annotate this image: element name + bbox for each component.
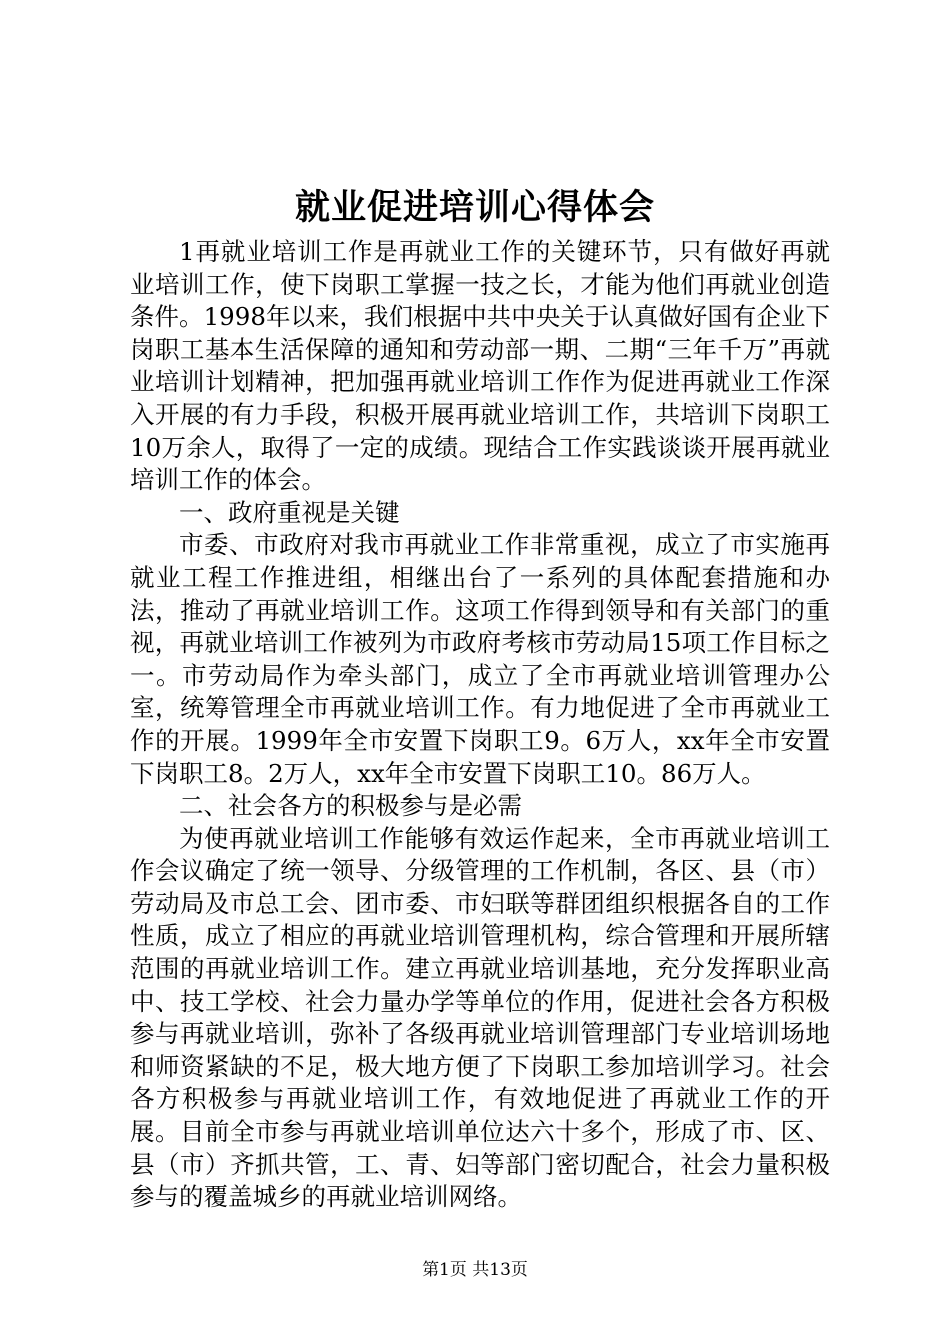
section-heading-2: 二、社会各方的积极参与是必需 [179,791,522,821]
paragraph-intro: 1再就业培训工作是再就业工作的关键环节，只有做好再就业培训工作，使下岗职工掌握一技之长，才能为他们再就业创造条件。1998年以来，我们根据中共中央关于认真做好国有企业下岗职工基本生活保障的通知和劳动部一期、二期“三年千万”再就业培训计划精神，把加强再就业培训工作作为促进再就业工作深入开展的有力手段，积极开展再就业培训工作，共培训下岗职工10万余人，取得了一定的成绩。现结合工作实践谈谈开展再就业培训工作的体会。 [130,237,830,495]
paragraph-section-2: 为使再就业培训工作能够有效运作起来，全市再就业培训工作会议确定了统一领导、分级管理的工作机制，各区、县（市）劳动局及市总工会、团市委、市妇联等群团组织根据各自的工作性质，成立了相应的再就业培训管理机构，综合管理和开展所辖范围的再就业培训工作。建立再就业培训基地，充分发挥职业高中、技工学校、社会力量办学等单位的作用，促进社会各方积极参与再就业培训，弥补了各级再就业培训管理部门专业培训场地和师资紧缺的不足，极大地方便了下岗职工参加培训学习。社会各方积极参与再就业培训工作，有效地促进了再就业工作的开展。目前全市参与再就业培训单位达六十多个，形成了市、区、县（市）齐抓共管，工、青、妇等部门密切配合，社会力量积极参与的覆盖城乡的再就业培训网络。 [130,823,830,1212]
document-body [130,236,830,1214]
paragraph-section-1: 市委、市政府对我市再就业工作非常重视，成立了市实施再就业工程工作推进组，相继出台了一系列的具体配套措施和办法，推动了再就业培训工作。这项工作得到领导和有关部门的重视，再就业培训工作被列为市政府考核市劳动局15项工作目标之一。市劳动局作为牵头部门，成立了全市再就业培训管理办公室，统筹管理全市再就业培训工作。有力地促进了全市再就业工作的开展。1999年全市安置下岗职工9。6万人，xx年全市安置下岗职工8。2万人，xx年全市安置下岗职工10。86万人。 [130,530,830,788]
section-heading-1: 一、政府重视是关键 [179,497,400,527]
document-title: 就业促进培训心得体会 [294,187,655,228]
page-footer: 第1页 共13页 [422,1260,528,1280]
